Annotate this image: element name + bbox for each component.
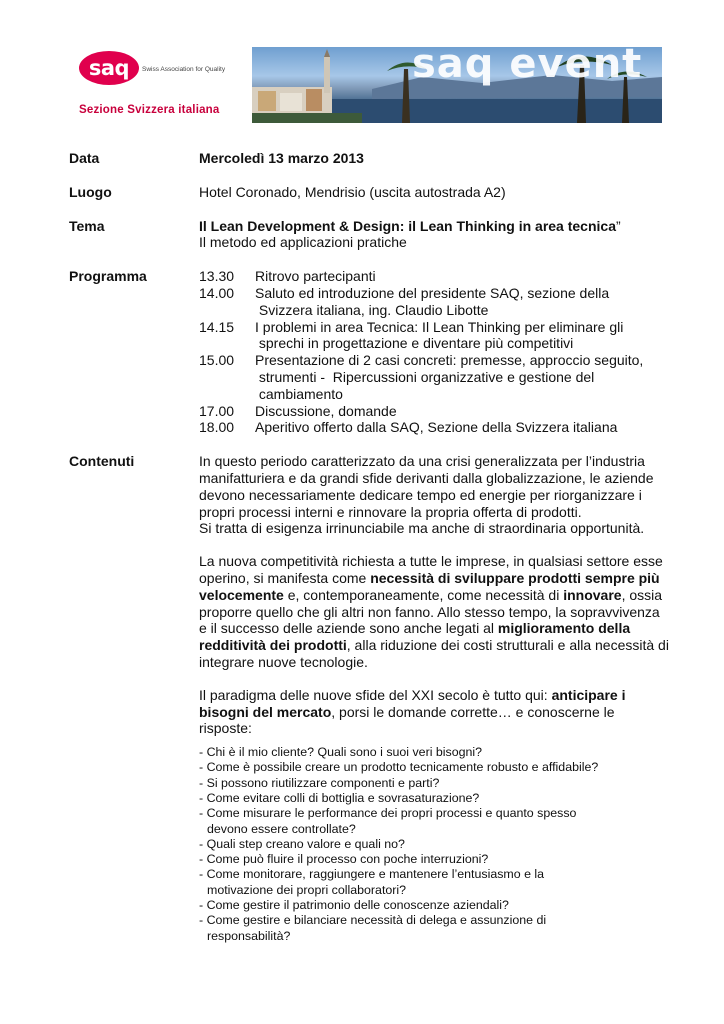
programma-time: 15.00 <box>199 352 235 369</box>
programma-text: sprechi in progettazione e diventare più competitivi <box>255 335 574 352</box>
programma-item <box>199 285 669 302</box>
luogo-value: Hotel Coronado, Mendrisio (uscita autostrada A2) <box>199 183 506 200</box>
document-body <box>69 150 669 944</box>
p3-text-c: , porsi le domande corrette… e conoscerne le risposte: <box>199 703 615 737</box>
logo-subtitle: Swiss Association for Quality <box>142 66 226 73</box>
p2-text-a: La nuova competitività richiesta a tutte le imprese, in qualsiasi settore esse operino, si manifesta come <box>199 553 663 586</box>
programma-item <box>199 419 669 436</box>
contenuti-paragraph-2 <box>199 553 669 671</box>
tema-row <box>69 218 669 252</box>
question-item: - Come gestire e bilanciare necessità di delega e assunzione di <box>199 913 547 928</box>
tema-quote: ” <box>616 217 621 234</box>
data-row <box>69 150 669 167</box>
programma-item <box>199 352 669 369</box>
paragraph-line: devono necessariamente dedicare tempo ed energie per riorganizzare i <box>199 486 642 503</box>
contenuti-row <box>69 453 669 737</box>
programma-text: Ritrovo partecipanti <box>255 268 376 285</box>
tema-value <box>199 218 669 235</box>
tema-label: Tema <box>69 217 105 234</box>
programma-item <box>199 369 669 386</box>
data-value: Mercoledì 13 marzo 2013 <box>199 150 364 166</box>
question-item: - Come è possibile creare un prodotto tecnicamente robusto e affidabile? <box>199 760 599 775</box>
question-item: - Chi è il mio cliente? Quali sono i suoi veri bisogni? <box>199 745 483 760</box>
programma-text: Saluto ed introduzione del presidente SAQ, sezione della <box>255 284 610 301</box>
question-item: - Quali step creano valore e quali no? <box>199 836 405 851</box>
programma-text: cambiamento <box>255 385 343 402</box>
question-item: motivazione dei propri collaboratori? <box>207 882 407 897</box>
question-item: - Si possono riutilizzare componenti e parti? <box>199 775 440 790</box>
programma-text: strumenti - Ripercussioni organizzative e gestione del <box>255 368 595 385</box>
programma-time <box>199 386 255 403</box>
programma-time: 14.15 <box>199 318 235 335</box>
paragraph-line: propri processi interni e rinnovare la propria offerta di prodotti. <box>199 503 582 520</box>
p2-bold-d: innovare <box>563 586 622 603</box>
programma-item <box>199 386 669 403</box>
programma-text: Presentazione di 2 casi concreti: premesse, approccio seguito, <box>255 352 644 369</box>
p3-bold-b: anticipare i bisogni del mercato <box>199 686 626 720</box>
question-item: - Come misurare le performance dei propri processi e quanto spesso <box>199 806 577 821</box>
question-item: - Come evitare colli di bottiglia e sovrasaturazione? <box>199 791 480 805</box>
programma-time: 18.00 <box>199 419 235 436</box>
programma-label: Programma <box>69 268 147 285</box>
questions-list <box>199 745 669 944</box>
programma-item <box>199 335 669 352</box>
contenuti-label: Contenuti <box>69 453 135 470</box>
question-item: - Come monitorare, raggiungere e mantenere l’entusiasmo e la <box>199 867 545 882</box>
programma-item <box>199 268 669 285</box>
programma-time <box>199 369 255 386</box>
question-item: devono essere controllate? <box>207 821 356 836</box>
luogo-row <box>69 184 669 201</box>
data-label: Data <box>69 150 100 166</box>
programma-time: 17.00 <box>199 402 235 419</box>
programma-item <box>199 403 669 420</box>
contenuti-paragraph-1 <box>199 453 669 537</box>
tema-title: Il Lean Development & Design: il Lean Thinking in area tecnica <box>199 217 616 234</box>
programma-text: I problemi in area Tecnica: Il Lean Thinking per eliminare gli <box>255 318 624 335</box>
programma-time <box>199 302 255 319</box>
programma-time <box>199 335 255 352</box>
programma-time: 14.00 <box>199 284 235 301</box>
programma-item <box>199 302 669 319</box>
p3-text-a: Il paradigma delle nuove sfide del XXI secolo è tutto qui: <box>199 686 552 703</box>
question-item: - Come gestire il patrimonio delle conoscenze aziendali? <box>199 898 509 913</box>
paragraph-line: manifatturiera e da grandi sfide derivanti dalla globalizzazione, le aziende <box>199 469 654 486</box>
p2-text-c: e, contemporaneamente, come necessità di <box>283 586 564 603</box>
programma-item <box>199 319 669 336</box>
programma-row <box>69 268 669 436</box>
programma-list <box>199 268 669 436</box>
p2-text-g: , alla riduzione dei costi strutturali e alla necessità di integrare nuove tecnologie. <box>199 637 669 670</box>
paragraph-line: Si tratta di esigenza irrinunciabile ma anche di straordinaria opportunità. <box>199 520 645 537</box>
p2-text-e: , ossia proporre quello che gli altri non fanno. Allo stesso tempo, la sopravvivenza e il successo delle aziende sono anche legati al <box>199 586 663 637</box>
banner-photo <box>252 47 662 123</box>
question-item: - Come può fluire il processo con poche interruzioni? <box>199 852 489 867</box>
programma-text: Discussione, domande <box>255 402 397 419</box>
banner-title: saq event <box>412 47 643 87</box>
programma-time: 13.30 <box>199 268 235 285</box>
header <box>76 44 662 128</box>
question-item: responsabilità? <box>207 928 291 943</box>
programma-text: Svizzera italiana, ing. Claudio Libotte <box>255 301 489 318</box>
programma-text: Aperitivo offerto dalla SAQ, Sezione della Svizzera italiana <box>255 419 618 436</box>
contenuti-paragraph-3 <box>199 687 669 737</box>
section-name: Sezione Svizzera italiana <box>79 104 220 116</box>
luogo-label: Luogo <box>69 183 112 200</box>
paragraph-line: In questo periodo caratterizzato da una crisi generalizzata per l’industria <box>199 453 645 470</box>
p2-bold-b: necessità di sviluppare prodotti sempre più velocemente <box>199 569 660 603</box>
tema-subtitle: Il metodo ed applicazioni pratiche <box>199 234 407 251</box>
saq-logo-oval: saq <box>79 51 139 85</box>
p2-bold-f: miglioramento della redditività dei prodotti <box>199 620 631 654</box>
saq-logo <box>76 44 252 128</box>
